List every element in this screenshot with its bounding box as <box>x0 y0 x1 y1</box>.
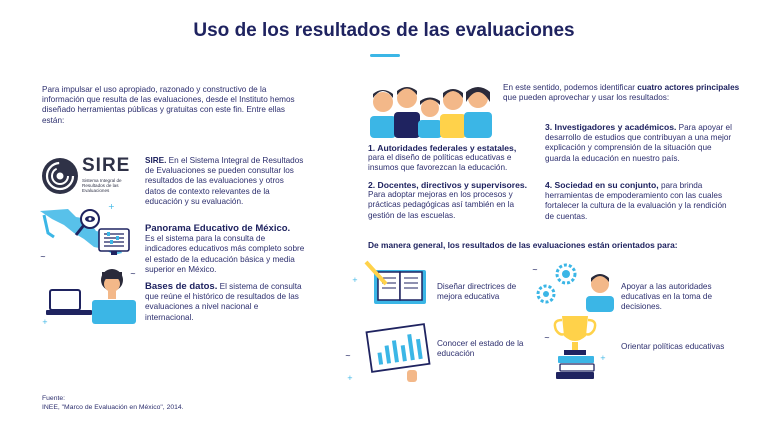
svg-text:+: + <box>352 276 358 284</box>
svg-text:+: + <box>347 374 353 382</box>
svg-text:~: ~ <box>532 266 538 274</box>
use-4: Orientar políticas educativas <box>621 342 725 351</box>
tool-desc: En el Sistema Integral de Resultados de Evaluaciones se pueden consultar los resultados de las evaluaciones y otros datos de contexto relevantes de la educación y su evaluación. <box>145 156 304 206</box>
tool-sire <box>145 156 305 207</box>
source-note <box>42 395 242 412</box>
tool-name: SIRE. <box>145 156 167 165</box>
svg-text:~: ~ <box>130 270 136 278</box>
actor-name: 1. Autoridades federales y estatales, <box>368 143 517 153</box>
source-label: Fuente: <box>42 395 66 402</box>
source-text: INEE, "Marco de Evaluación en México", 2014. <box>42 403 184 411</box>
svg-text:~: ~ <box>544 334 550 342</box>
gears-person-icon <box>528 262 618 312</box>
oriented-heading: De manera general, los resultados de las evaluaciones están orientados para: <box>368 240 678 250</box>
use-2: Conocer el estado de la educación <box>437 339 524 359</box>
svg-text:+: + <box>108 202 115 211</box>
laptop-person-icon <box>42 266 138 326</box>
svg-text:+: + <box>600 354 606 362</box>
actor-name: 4. Sociedad en su conjunto, <box>545 180 659 190</box>
actor-name: 3. Investigadores y académicos. <box>545 122 677 132</box>
page-title: Uso de los resultados de las evaluaciones <box>193 20 575 41</box>
actor-name: 2. Docentes, directivos y supervisores. <box>368 180 528 190</box>
svg-text:~: ~ <box>40 253 46 261</box>
book-pencil-icon <box>352 260 432 308</box>
intro-text: Para impulsar el uso apropiado, razonado y constructivo de la información que resulta de las evaluaciones, desde el Instituto hemos diseñado herramientas públicas y gratuitas con este fin. Entre ellas están: <box>42 85 295 125</box>
bar-chart-board-icon <box>345 322 435 384</box>
sire-logo-small: Sistema Integral de Resultados de las Evaluaciones <box>82 178 122 194</box>
use-3: Apoyar a las autoridades educativas en la toma de decisiones. <box>621 282 713 312</box>
actor-desc: Para adoptar mejoras en los procesos y prácticas pedagógicas así también en la gestión de las escuelas. <box>368 190 515 220</box>
svg-text:~: ~ <box>345 352 351 360</box>
tool-name: Panorama Educativo de México. <box>145 223 291 234</box>
svg-text:+: + <box>42 318 48 326</box>
use-1: Diseñar directrices de mejora educativa <box>437 282 517 302</box>
tool-name: Bases de datos. <box>145 281 218 292</box>
tool-desc: Es el sistema para la consulta de indicadores educativos más completo sobre el estado de la educación básica y media superior en México. <box>145 234 305 274</box>
sire-logo-icon <box>40 155 135 197</box>
actor-2 <box>368 180 533 221</box>
actor-desc: para brinda herramientas de empoderamiento con las cuales fortalecer la cultura de la evaluación y la rendición de cuentas. <box>545 181 727 221</box>
tool-bases <box>145 282 305 323</box>
title-underline <box>370 54 400 57</box>
actors-intro-pre: En este sentido, podemos identificar <box>503 83 638 92</box>
tool-panorama <box>145 224 305 275</box>
actors-intro-bold: cuatro actores principales <box>637 83 740 92</box>
people-group-icon <box>368 80 498 140</box>
tool-desc: El sistema de consulta que reúne el histórico de resultados de las evaluaciones a nivel nacional e internacional. <box>145 282 302 322</box>
actor-desc: Para apoyar el desarrollo de estudios que contribuyan a una mejor explicación y comprensión de la situación que guarda la educación en nuestro país. <box>545 123 732 163</box>
actor-4 <box>545 180 735 222</box>
actor-desc: para el diseño de políticas educativas e insumos que favorezcan la educación. <box>368 153 512 173</box>
actors-intro <box>503 83 743 103</box>
monitor-chart-icon <box>98 228 132 258</box>
actor-3 <box>545 122 735 164</box>
actor-1 <box>368 143 533 174</box>
sire-logo-big: SIRE <box>82 155 131 176</box>
trophy-books-icon <box>540 310 610 382</box>
actors-intro-post: que pueden aprovechar y usar los resultados: <box>503 93 670 103</box>
